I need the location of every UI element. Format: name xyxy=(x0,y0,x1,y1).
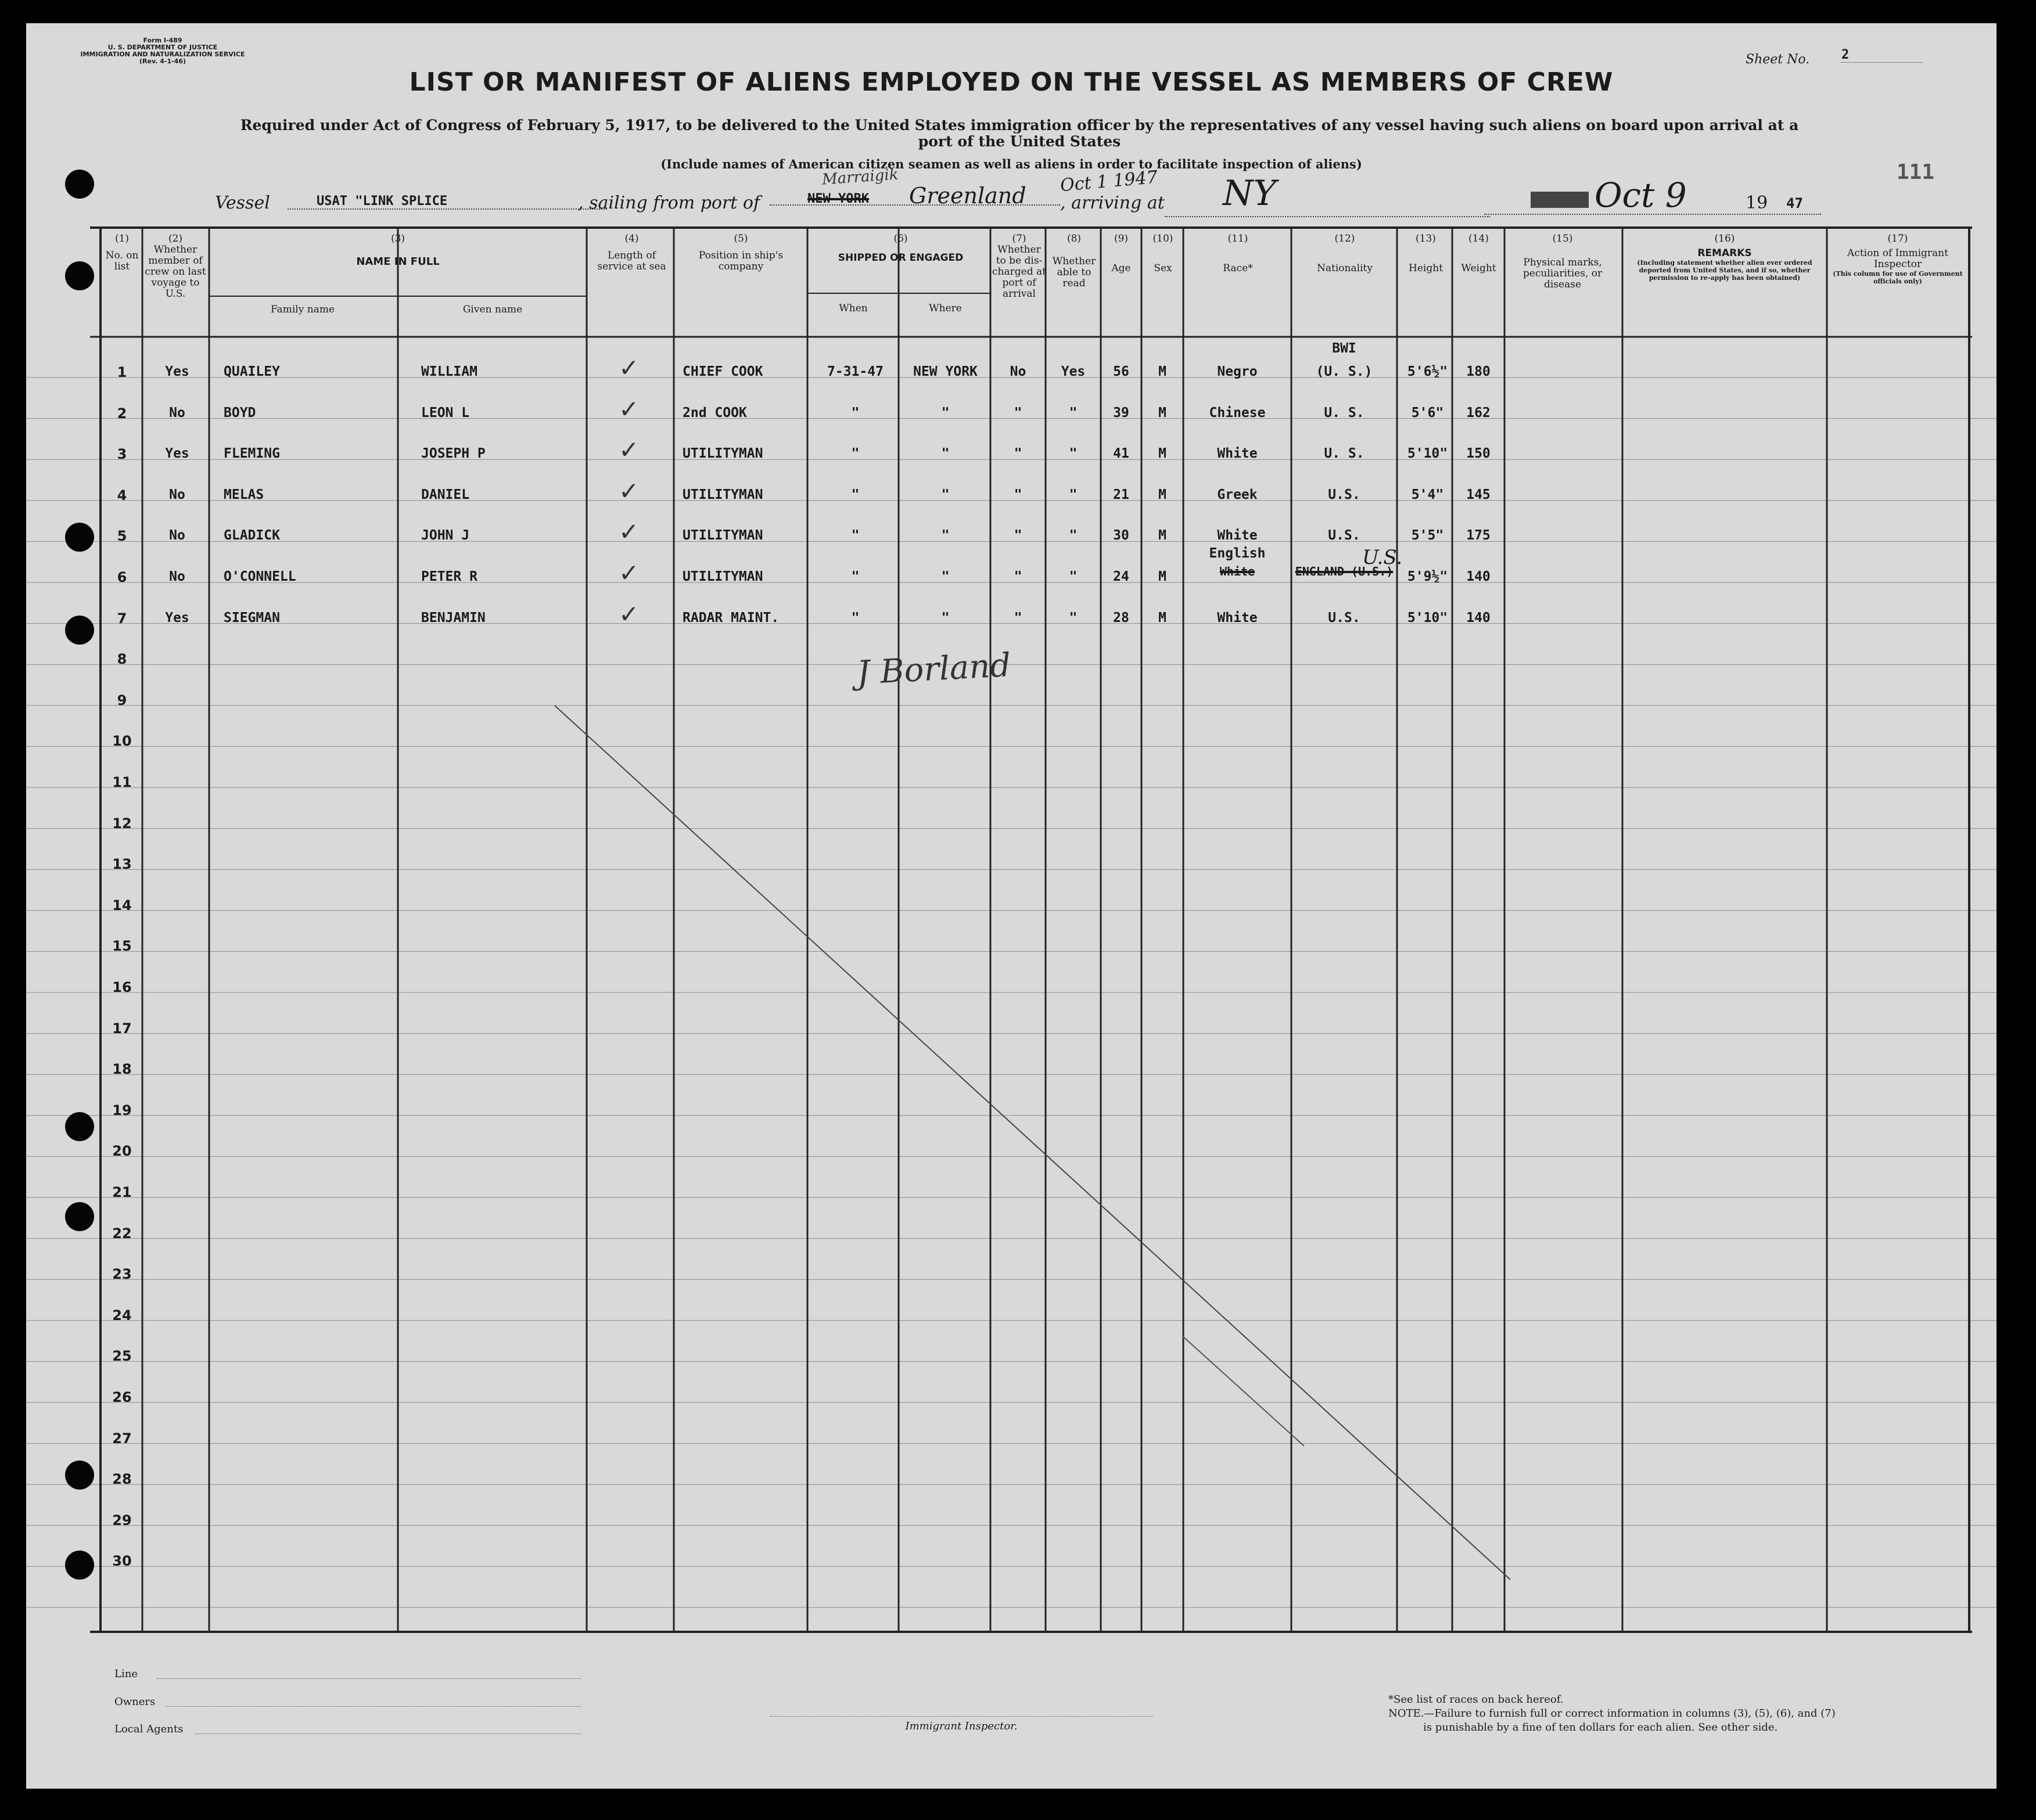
cell-crew: No xyxy=(169,405,185,420)
line-number: 4 xyxy=(117,487,127,503)
inspector-label: Immigrant Inspector. xyxy=(905,1720,1018,1732)
col1-header: (1) No. on list xyxy=(105,233,139,272)
cell-age: 28 xyxy=(1113,610,1129,625)
cell-position: UTILITYMAN xyxy=(683,446,763,462)
line-number: 3 xyxy=(117,446,127,463)
sailing-label: , sailing from port of xyxy=(578,193,760,213)
cell-read: Yes xyxy=(1061,364,1086,379)
arriving-field xyxy=(1165,202,1490,217)
col6b-header: Where xyxy=(929,303,962,314)
cell-age: 39 xyxy=(1113,405,1129,420)
cell-race: Negro xyxy=(1217,364,1258,379)
cell-nationality: U.S. xyxy=(1328,487,1360,502)
cell-crew: Yes xyxy=(165,610,189,625)
col5-header: (5) Position in ship's company xyxy=(698,233,784,272)
form-identifier xyxy=(76,37,250,65)
cell-read: " xyxy=(1069,528,1078,544)
cell-height: 5'9½" xyxy=(1407,569,1448,584)
cell-discharged: " xyxy=(1014,528,1022,544)
form-number: Form I-489 xyxy=(143,37,182,44)
sailing-date: Oct 1 1947 xyxy=(1059,167,1159,196)
cell-crew: Yes xyxy=(165,364,189,379)
line-number: 14 xyxy=(112,897,132,913)
line-number: 18 xyxy=(112,1061,132,1078)
revision-date: (Rev. 4-1-46) xyxy=(139,57,186,65)
cell-weight: 140 xyxy=(1466,610,1491,625)
cell-position: UTILITYMAN xyxy=(683,528,763,544)
cell-height: 5'6" xyxy=(1411,405,1444,420)
cell-when: 7-31-47 xyxy=(827,364,884,379)
line-number: 15 xyxy=(112,938,132,955)
check-mark: ✓ xyxy=(619,354,640,382)
col3b-header: Given name xyxy=(462,304,523,315)
col7-header: (7) Whether to be dis-charged at port of arrival xyxy=(992,233,1046,300)
date-field xyxy=(1484,214,1821,215)
cell-race: White xyxy=(1217,446,1258,462)
punch-hole xyxy=(65,1461,94,1490)
cell-sex: M xyxy=(1158,610,1166,625)
footer-owners-field xyxy=(166,1706,581,1707)
sailing-struck: NEW YORK xyxy=(807,192,869,206)
cell-sex: M xyxy=(1158,569,1166,584)
col17-header: (17) Action of Immigrant Inspector (This column for use of Government officials only) xyxy=(1833,233,1963,285)
cell-crew: No xyxy=(169,487,185,502)
sheet-number: 2 xyxy=(1841,48,1923,63)
footer-owners-label: Owners xyxy=(114,1696,156,1708)
cancel-diagonal-2 xyxy=(1182,1336,1304,1446)
cell-nationality: U. S. xyxy=(1324,446,1364,462)
col4-header: (4) Length of service at sea xyxy=(597,233,666,272)
col3-header: (3) NAME IN FULL xyxy=(356,233,440,268)
check-mark: ✓ xyxy=(619,559,640,587)
cell-race-struck: White xyxy=(1219,564,1255,578)
cell-discharged: " xyxy=(1014,487,1022,502)
cell-given: BENJAMIN xyxy=(421,610,486,625)
cell-family: FLEMING xyxy=(224,446,280,462)
footer-line-label: Line xyxy=(114,1668,138,1680)
col10-header: (10) Sex xyxy=(1152,233,1173,274)
check-mark: ✓ xyxy=(619,599,640,628)
col6-header: (6) SHIPPED OR ENGAGED xyxy=(838,233,964,264)
line-number: 19 xyxy=(112,1102,132,1118)
cell-given: PETER R xyxy=(421,569,477,584)
cell-sex: M xyxy=(1158,364,1166,379)
col6a-header: When xyxy=(839,303,868,314)
cell-sex: M xyxy=(1158,528,1166,544)
stamp-number: 111 xyxy=(1897,160,1935,184)
year-prefix: 19 xyxy=(1746,193,1768,213)
line-number: 6 xyxy=(117,569,127,585)
punch-hole xyxy=(65,170,94,199)
cell-race: White xyxy=(1217,610,1258,625)
inspector-field xyxy=(770,1716,1153,1717)
cell-family: MELAS xyxy=(224,487,264,502)
cell-position: RADAR MAINT. xyxy=(683,610,780,625)
cell-weight: 180 xyxy=(1466,364,1491,379)
service-name: IMMIGRATION AND NATURALIZATION SERVICE xyxy=(80,51,245,58)
cell-crew: Yes xyxy=(165,446,189,462)
cell-read: " xyxy=(1069,487,1078,502)
col9-header: (9) Age xyxy=(1111,233,1131,274)
check-mark: ✓ xyxy=(619,394,640,423)
line-number: 28 xyxy=(112,1471,132,1488)
cell-where: " xyxy=(941,569,950,584)
line-number: 1 xyxy=(117,364,127,380)
cell-given: WILLIAM xyxy=(421,364,477,379)
cell-discharged: " xyxy=(1014,405,1022,420)
footer-agents-field xyxy=(195,1733,581,1734)
cell-read: " xyxy=(1069,446,1078,462)
punch-hole xyxy=(65,261,94,290)
cell-position: UTILITYMAN xyxy=(683,569,763,584)
punch-hole xyxy=(65,1202,94,1231)
col11-header: (11) Race* xyxy=(1223,233,1253,274)
cell-height: 5'5" xyxy=(1411,528,1444,544)
cell-age: 30 xyxy=(1113,528,1129,544)
cell-age: 56 xyxy=(1113,364,1129,379)
cell-sex: M xyxy=(1158,446,1166,462)
line-number: 13 xyxy=(112,856,132,873)
cell-nationality: (U. S.) xyxy=(1316,364,1373,379)
cell-crew: No xyxy=(169,569,185,584)
cell-position: UTILITYMAN xyxy=(683,487,763,502)
page-title: LIST OR MANIFEST OF ALIENS EMPLOYED ON THE VESSEL AS MEMBERS OF CREW xyxy=(409,67,1614,97)
cell-height: 5'10" xyxy=(1407,610,1448,625)
cell-where: " xyxy=(941,528,950,544)
subtitle-note: (Include names of American citizen seamen as well as aliens in order to facilitate inspection of aliens) xyxy=(660,157,1362,171)
cell-crew: No xyxy=(169,528,185,544)
cell-race: Greek xyxy=(1217,487,1258,502)
cell-where: " xyxy=(941,405,950,420)
sailing-handwritten: Greenland xyxy=(909,183,1026,208)
cell-when: " xyxy=(851,405,860,420)
line-number: 25 xyxy=(112,1348,132,1365)
cell-given: JOHN J xyxy=(421,528,470,544)
year-suffix: 47 xyxy=(1786,195,1803,211)
cell-race: Chinese xyxy=(1209,405,1266,420)
cell-when: " xyxy=(851,446,860,462)
cell-weight: 150 xyxy=(1466,446,1491,462)
col13-header: (13) Height xyxy=(1409,233,1443,274)
punch-hole xyxy=(65,1112,94,1141)
cell-when: " xyxy=(851,487,860,502)
line-number: 2 xyxy=(117,405,127,422)
cell-age: 21 xyxy=(1113,487,1129,502)
col12-header: (12) Nationality xyxy=(1317,233,1373,274)
line-number: 26 xyxy=(112,1389,132,1405)
cell-where: " xyxy=(941,446,950,462)
cell-nat-struck: ENGLAND (U.S.) xyxy=(1295,564,1394,578)
subtitle-line-2: port of the United States xyxy=(918,133,1121,150)
cell-family: QUAILEY xyxy=(224,364,280,379)
cell-given: LEON L xyxy=(421,405,470,420)
cell-family: BOYD xyxy=(224,405,256,420)
cell-nationality: U.S. xyxy=(1328,528,1360,544)
col2-header: (2) Whether member of crew on last voyage to U.S. xyxy=(145,233,206,300)
cell-discharged: No xyxy=(1010,364,1026,379)
line-number: 20 xyxy=(112,1143,132,1160)
cell-height: 5'4" xyxy=(1411,487,1444,502)
footer-note-1: *See list of races on back hereof. xyxy=(1388,1693,1564,1706)
punch-hole xyxy=(65,523,94,552)
cell-weight: 145 xyxy=(1466,487,1491,502)
line-number: 11 xyxy=(112,774,132,790)
col16-header: (16) REMARKS (Including statement whether alien ever ordered deported from United States, and if so, whether permission to re-apply has been obtained) xyxy=(1637,233,1812,282)
cell-nationality: U.S. xyxy=(1328,610,1360,625)
footer-note-2: NOTE.—Failure to furnish full or correct information in columns (3), (5), (6), and (7) xyxy=(1388,1707,1836,1720)
line-number: 10 xyxy=(112,733,132,750)
cell-discharged: " xyxy=(1014,446,1022,462)
line-number: 12 xyxy=(112,815,132,832)
line-number: 27 xyxy=(112,1430,132,1447)
subtitle xyxy=(131,117,1908,150)
line-number: 24 xyxy=(112,1307,132,1323)
cell-read: " xyxy=(1069,569,1078,584)
cell-weight: 140 xyxy=(1466,569,1491,584)
check-mark: ✓ xyxy=(619,517,640,546)
cell-position: 2nd COOK xyxy=(683,405,747,420)
cell-nationality: U. S. xyxy=(1324,405,1364,420)
cell-weight: 175 xyxy=(1466,528,1491,544)
footer-line-field xyxy=(157,1678,581,1679)
cell-when: " xyxy=(851,569,860,584)
line-number: 29 xyxy=(112,1512,132,1528)
cell-when: " xyxy=(851,610,860,625)
cell-when: " xyxy=(851,528,860,544)
cell-sex: M xyxy=(1158,487,1166,502)
col14-header: (14) Weight xyxy=(1461,233,1496,274)
cell-family: O'CONNELL xyxy=(224,569,296,584)
line-number: 9 xyxy=(117,692,127,708)
col8-header: (8) Whether able to read xyxy=(1052,233,1096,289)
check-mark: ✓ xyxy=(619,436,640,465)
line-number: 8 xyxy=(117,651,127,668)
cell-position: CHIEF COOK xyxy=(683,364,763,379)
cell-weight: 162 xyxy=(1466,405,1491,420)
cell-discharged: " xyxy=(1014,610,1022,625)
line-number: 5 xyxy=(117,528,127,545)
footer-note-3: is punishable by a fine of ten dollars for each alien. See other side. xyxy=(1423,1721,1778,1733)
check-mark: ✓ xyxy=(619,476,640,505)
cell-read: " xyxy=(1069,610,1078,625)
date-struck xyxy=(1531,192,1589,208)
department-name: U. S. DEPARTMENT OF JUSTICE xyxy=(107,44,218,51)
line-number: 17 xyxy=(112,1020,132,1037)
date-handwritten: Oct 9 xyxy=(1595,175,1687,215)
line-number: 21 xyxy=(112,1184,132,1200)
cell-where: " xyxy=(941,487,950,502)
cell-race-above: English xyxy=(1209,546,1266,561)
cell-family: GLADICK xyxy=(224,528,280,544)
sheet-label: Sheet No. xyxy=(1746,52,1810,67)
punch-hole xyxy=(65,1551,94,1580)
cell-height: 5'6½" xyxy=(1407,364,1448,379)
punch-hole xyxy=(65,616,94,645)
line-number: 7 xyxy=(117,610,127,627)
cell-age: 41 xyxy=(1113,446,1129,462)
cell-race: White xyxy=(1217,528,1258,544)
footer-agents-label: Local Agents xyxy=(114,1723,184,1735)
line-number: 30 xyxy=(112,1553,132,1570)
vessel-label: Vessel xyxy=(215,193,270,213)
cell-where: " xyxy=(941,610,950,625)
line-number: 22 xyxy=(112,1225,132,1242)
col15-header: (15) Physical marks, peculiarities, or disease xyxy=(1522,233,1603,290)
cell-nat-above: BWI xyxy=(1332,341,1356,356)
cell-sex: M xyxy=(1158,405,1166,420)
col3a-header: Family name xyxy=(270,304,335,315)
line-number: 23 xyxy=(112,1266,132,1283)
sailing-above: Marraigik xyxy=(821,166,899,189)
cancel-diagonal xyxy=(555,706,1510,1580)
arriving-label: , arriving at xyxy=(1060,193,1165,213)
cell-read: " xyxy=(1069,405,1078,420)
arriving-handwritten: NY xyxy=(1223,173,1277,214)
cell-family: SIEGMAN xyxy=(224,610,280,625)
line-number: 16 xyxy=(112,979,132,995)
subtitle-line-1: Required under Act of Congress of February 5, 1917, to be delivered to the United States immigration officer by the representatives of any vessel having such aliens on board upon arrival at a xyxy=(240,117,1799,134)
cell-height: 5'10" xyxy=(1407,446,1448,462)
cell-discharged: " xyxy=(1014,569,1022,584)
vessel-value: USAT "LINK SPLICE xyxy=(288,194,607,210)
cell-given: DANIEL xyxy=(421,487,470,502)
manifest-sheet xyxy=(26,23,1996,1789)
cell-nat-hand: U.S. xyxy=(1362,546,1403,569)
signature: J Borland xyxy=(856,646,1012,692)
cell-given: JOSEPH P xyxy=(421,446,486,462)
cell-age: 24 xyxy=(1113,569,1129,584)
cell-where: NEW YORK xyxy=(913,364,978,379)
